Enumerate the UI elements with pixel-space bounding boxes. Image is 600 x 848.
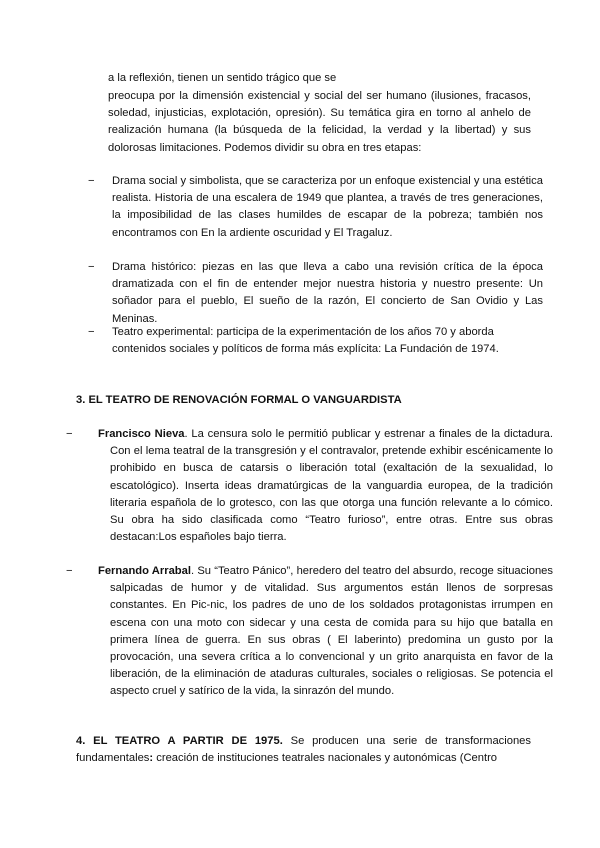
stage-text: Drama histórico: piezas en las que lleva a cabo una revisión crítica de la época dramatizada con el fin de entender mejor nuestra historia y nuestro presente: Un soñador para el pueblo, El sueño de la razón, El concierto de San Ovidio y Las Meninas.	[112, 261, 543, 325]
bullet-dash: −	[88, 261, 95, 273]
author-name: Francisco Nieva	[98, 428, 185, 440]
section-4-text: Se producen una serie de transformaciones fundamentales	[76, 735, 532, 765]
stage-item-experimental	[88, 324, 512, 358]
author-name: Fernando Arrabal	[98, 565, 191, 577]
intro-paragraph: preocupa por la dimensión existencial y social del ser humano (ilusiones, fracasos, soledad, injusticias, explotación, opresión). Su temática gira en torno al anhelo de realización humana (la búsqueda de la felicidad, la verdad y la libertad) y sus dolorosas limitaciones. Podemos dividir su obra en tres etapas:	[108, 90, 531, 154]
stage-item-social	[88, 173, 543, 242]
bullet-dash: −	[66, 565, 73, 577]
author-text: . La censura solo le permitió publicar y estrenar a finales de la dictadura. Con el lema teatral de la transgresión y el contravalor, pretende exhibir escénicamente lo prohibido en busca de catarsis o liberación total (exaltación de la sexualidad, lo escatológico). Inserta ideas dramatúrgicas de la vanguardia europea, de la tradición literaria española de lo grotesco, con las que otorga una función relevante a lo cómico. Su obra ha sido clasificada como “Teatro furioso”, entre otras. Entre sus obras destacan:Los españoles bajo tierra.	[110, 428, 553, 544]
bullet-dash: −	[88, 326, 95, 338]
section-4-paragraph	[76, 733, 531, 767]
stage-text: Teatro experimental: participa de la experimentación de los años 70 y aborda contenidos sociales y políticos de forma más explícita: La Fundación de 1974.	[112, 326, 499, 356]
author-item-nieva	[66, 426, 553, 546]
stage-text: Drama social y simbolista, que se caracteriza por un enfoque existencial y una estética realista. Historia de una escalera de 1949 que plantea, a través de tres generaciones, la imposibilidad de las clases humildes de escapar de la pobreza; también nos encontramos con En la ardiente oscuridad y El Tragaluz.	[112, 175, 543, 239]
section-4-text-cont: creación de instituciones teatrales nacionales y autonómicas (Centro	[153, 752, 498, 765]
stage-item-historic	[88, 259, 543, 328]
author-item-arrabal	[66, 563, 553, 701]
bullet-dash: −	[66, 428, 73, 440]
bullet-dash: −	[88, 175, 95, 187]
section-3-heading: 3. EL TEATRO DE RENOVACIÓN FORMAL O VANGUARDISTA	[76, 394, 402, 406]
section-4-heading: 4. EL TEATRO A PARTIR DE 1975.	[76, 735, 283, 747]
section-4-colon: :	[149, 752, 154, 765]
author-text: . Su “Teatro Pánico”, heredero del teatro del absurdo, recoge situaciones salpicadas de humor y de vitalidad. Sus argumentos están llenos de sorpresas constantes. En Pic-nic, los padres de uno de los soldados protagonistas irrumpen en escena con una moto con sidecar y una cesta de comida para su hijo que batalla en primera línea de guerra. En sus obras ( El laberinto) predomina un gusto por la provocación, una severa crítica a lo convencional y un grito anarquista en favor de la liberación, de la eliminación de ataduras culturales, sociales o religiosas. Se potencia el aspecto cruel y satírico de la vida, la sinrazón del mundo.	[110, 565, 553, 698]
intro-first-line: a la reflexión, tienen un sentido trágico que se	[108, 72, 337, 84]
